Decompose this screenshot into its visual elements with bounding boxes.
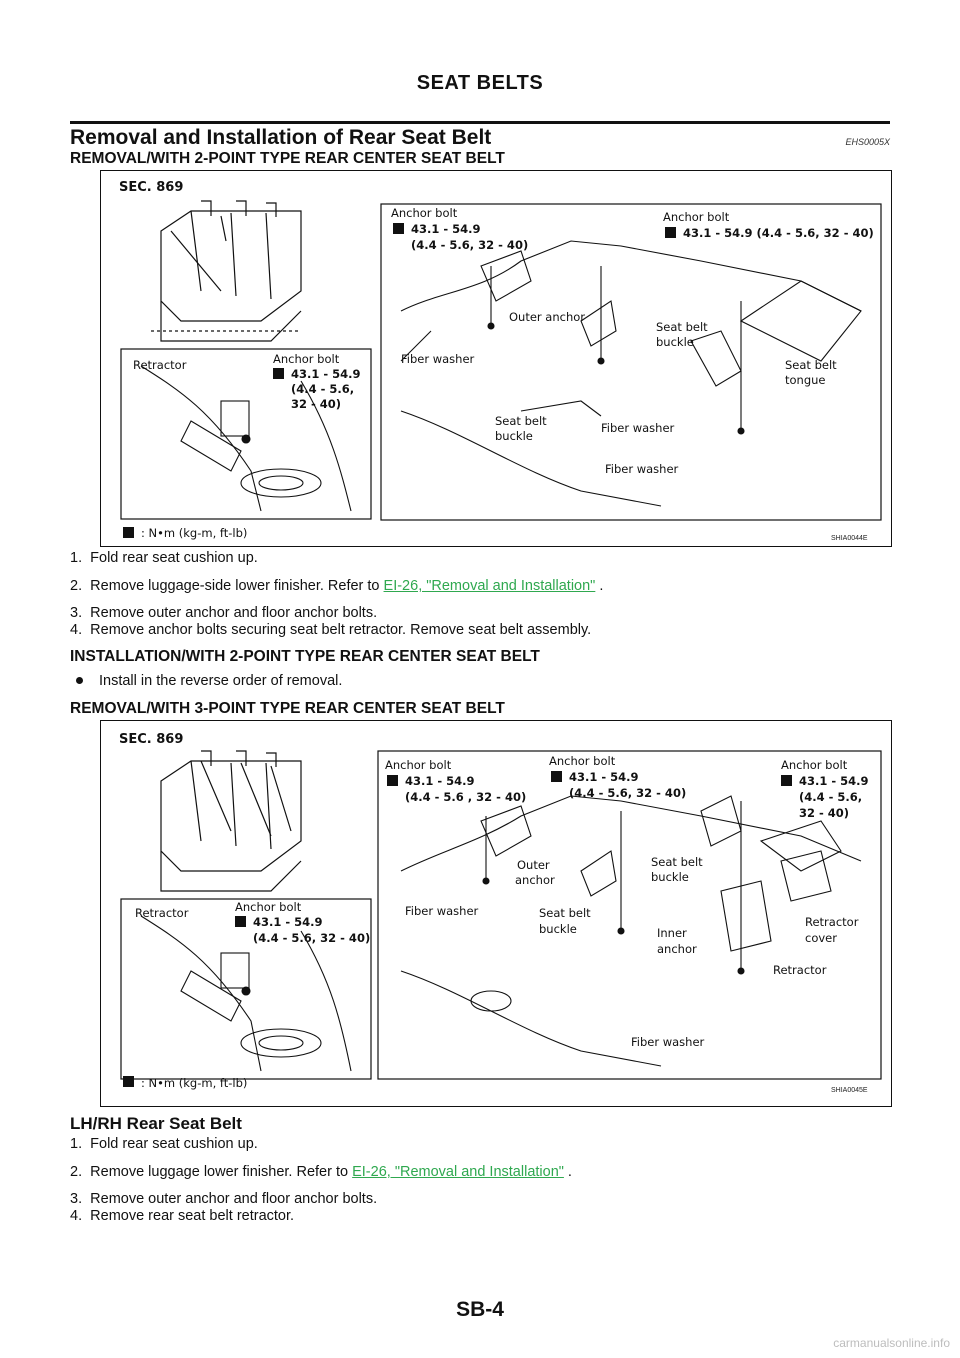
step-number: 4.	[70, 1208, 83, 1224]
torque-icon	[235, 916, 246, 927]
torque-icon	[781, 775, 792, 786]
reference-link[interactable]: EI-26, "Removal and Installation"	[383, 578, 596, 594]
torque-icon	[387, 775, 398, 786]
heading-removal-3pt: REMOVAL/WITH 3-POINT TYPE REAR CENTER SEAT BELT	[70, 700, 505, 717]
step-lhrh-4	[70, 1208, 294, 1224]
step-text: Remove luggage-side lower finisher. Refer to	[90, 578, 384, 594]
fig2-legend: : N•m (kg-m, ft-lb)	[141, 1076, 248, 1090]
label-seat-belt-buckle-2: buckle	[656, 335, 694, 349]
bullet-dot-icon	[76, 677, 83, 684]
floor-anchor-illustration	[401, 796, 861, 1066]
step-number: 1.	[70, 1136, 83, 1152]
step-2pt-4	[70, 622, 591, 638]
fig1-id: SHIA0044E	[831, 535, 868, 542]
step-number: 3.	[70, 605, 83, 621]
step-text: Remove luggage lower finisher. Refer to	[90, 1164, 353, 1180]
step-number: 1.	[70, 550, 83, 566]
diagram-3pt-svg	[101, 721, 891, 1106]
label-torque-left-2: (4.4 - 5.6, 32 - 40)	[411, 238, 529, 252]
label-torque-c2: (4.4 - 5.6,	[799, 790, 863, 804]
label-torque-a1: 43.1 - 54.9	[405, 774, 475, 788]
step-text-after: .	[595, 578, 604, 594]
label-seat-belt-buckle-b2: buckle	[539, 922, 577, 936]
label-anchor-bolt-c: Anchor bolt	[781, 758, 848, 772]
page-number: SB-4	[456, 1298, 504, 1321]
label-retractor-inset: Retractor	[135, 906, 189, 920]
step-number: 2.	[70, 578, 83, 594]
label-anchor-bolt-right: Anchor bolt	[663, 210, 730, 224]
fig1-sec-label: SEC. 869	[119, 180, 184, 195]
torque-icon	[665, 227, 676, 238]
step-text: Remove outer anchor and floor anchor bolts.	[90, 605, 378, 621]
section-title: Removal and Installation of Rear Seat Belt	[70, 126, 492, 149]
label-torque-b2: (4.4 - 5.6, 32 - 40)	[569, 786, 687, 800]
label-torque-b1: 43.1 - 54.9	[569, 770, 639, 784]
rear-seat-illustration	[161, 751, 301, 891]
section-code: EHS0005X	[845, 137, 890, 147]
label-anchor-bolt-a: Anchor bolt	[385, 758, 452, 772]
watermark: carmanualsonline.info	[833, 1336, 950, 1350]
label-seat-belt-buckle-b1: Seat belt	[495, 414, 547, 428]
label-inner-anchor-2: anchor	[657, 942, 697, 956]
label-seat-belt-buckle-a2: buckle	[651, 870, 689, 884]
label-fiber-washer-b: Fiber washer	[601, 421, 675, 435]
label-retractor-cover-1: Retractor	[805, 915, 859, 929]
step-lhrh-1	[70, 1136, 258, 1152]
label-retractor-main: Retractor	[773, 963, 827, 977]
reference-link[interactable]: EI-26, "Removal and Installation"	[352, 1164, 564, 1180]
label-seat-belt-tongue-1: Seat belt	[785, 358, 837, 372]
torque-icon	[393, 223, 404, 234]
label-retractor-cover-2: cover	[805, 931, 837, 945]
label-fiber-washer-a: Fiber washer	[401, 352, 475, 366]
label-torque-a2: (4.4 - 5.6 , 32 - 40)	[405, 790, 527, 804]
step-text: Remove outer anchor and floor anchor bolts.	[90, 1191, 378, 1207]
label-torque-c1: 43.1 - 54.9	[799, 774, 869, 788]
step-lhrh-3	[70, 1191, 377, 1207]
label-outer-anchor-1: Outer	[517, 858, 550, 872]
fig1-legend: : N•m (kg-m, ft-lb)	[141, 526, 248, 540]
label-inner-anchor-1: Inner	[657, 926, 687, 940]
step-text: Remove anchor bolts securing seat belt retractor. Remove seat belt assembly.	[90, 622, 592, 638]
fig2-sec-label: SEC. 869	[119, 732, 184, 747]
figure-3pt-diagram	[100, 720, 892, 1107]
page-header-title: SEAT BELTS	[416, 72, 544, 94]
label-seat-belt-buckle-b1: Seat belt	[539, 906, 591, 920]
label-torque-c3: 32 - 40)	[799, 806, 850, 820]
label-seat-belt-buckle-b2: buckle	[495, 429, 533, 443]
step-number: 4.	[70, 622, 83, 638]
rear-seat-illustration	[151, 201, 301, 341]
fig2-id: SHIA0045E	[831, 1087, 868, 1094]
label-inset-torque-1: 43.1 - 54.9	[291, 367, 361, 381]
label-inset-anchor-bolt: Anchor bolt	[235, 900, 302, 914]
label-fiber-washer-b: Fiber washer	[631, 1035, 705, 1049]
label-outer-anchor-2: anchor	[515, 873, 555, 887]
label-inset-torque-2: (4.4 - 5.6,	[291, 382, 355, 396]
label-anchor-bolt-left: Anchor bolt	[391, 206, 458, 220]
step-2pt-3	[70, 605, 377, 621]
label-torque-right: 43.1 - 54.9 (4.4 - 5.6, 32 - 40)	[683, 226, 874, 240]
label-inset-torque-3: 32 - 40)	[291, 397, 342, 411]
step-text-after: .	[563, 1164, 572, 1180]
step-2pt-1	[70, 550, 258, 566]
step-lhrh-2	[70, 1164, 572, 1180]
bullet-text: Install in the reverse order of removal.	[99, 673, 343, 689]
bullet-item	[76, 673, 342, 689]
step-text: Fold rear seat cushion up.	[90, 550, 258, 566]
step-2pt-2	[70, 578, 603, 594]
label-torque-left-1: 43.1 - 54.9	[411, 222, 481, 236]
label-fiber-washer-a: Fiber washer	[405, 904, 479, 918]
step-number: 3.	[70, 1191, 83, 1207]
label-outer-anchor: Outer anchor	[509, 310, 586, 324]
step-number: 2.	[70, 1164, 83, 1180]
label-retractor: Retractor	[133, 358, 187, 372]
label-inset-torque-2: (4.4 - 5.6, 32 - 40)	[253, 931, 371, 945]
torque-icon	[551, 771, 562, 782]
label-fiber-washer-c: Fiber washer	[605, 462, 679, 476]
label-inset-torque-1: 43.1 - 54.9	[253, 915, 323, 929]
heading-installation-2pt: INSTALLATION/WITH 2-POINT TYPE REAR CENTER SEAT BELT	[70, 648, 540, 665]
label-inset-anchor-bolt: Anchor bolt	[273, 352, 340, 366]
step-text: Fold rear seat cushion up.	[90, 1136, 258, 1152]
torque-icon	[123, 1076, 134, 1087]
label-anchor-bolt-b: Anchor bolt	[549, 754, 616, 768]
torque-icon	[123, 527, 134, 538]
label-seat-belt-buckle-1: Seat belt	[656, 320, 708, 334]
step-text: Remove rear seat belt retractor.	[90, 1208, 295, 1224]
figure-2pt-diagram	[100, 170, 892, 547]
heading-lh-rh: LH/RH Rear Seat Belt	[70, 1114, 242, 1133]
label-seat-belt-buckle-a1: Seat belt	[651, 855, 703, 869]
header-rule	[70, 121, 890, 124]
label-seat-belt-tongue-2: tongue	[785, 373, 826, 387]
heading-removal-2pt: REMOVAL/WITH 2-POINT TYPE REAR CENTER SEAT BELT	[70, 150, 505, 167]
diagram-2pt-svg	[101, 171, 891, 546]
torque-icon	[273, 368, 284, 379]
